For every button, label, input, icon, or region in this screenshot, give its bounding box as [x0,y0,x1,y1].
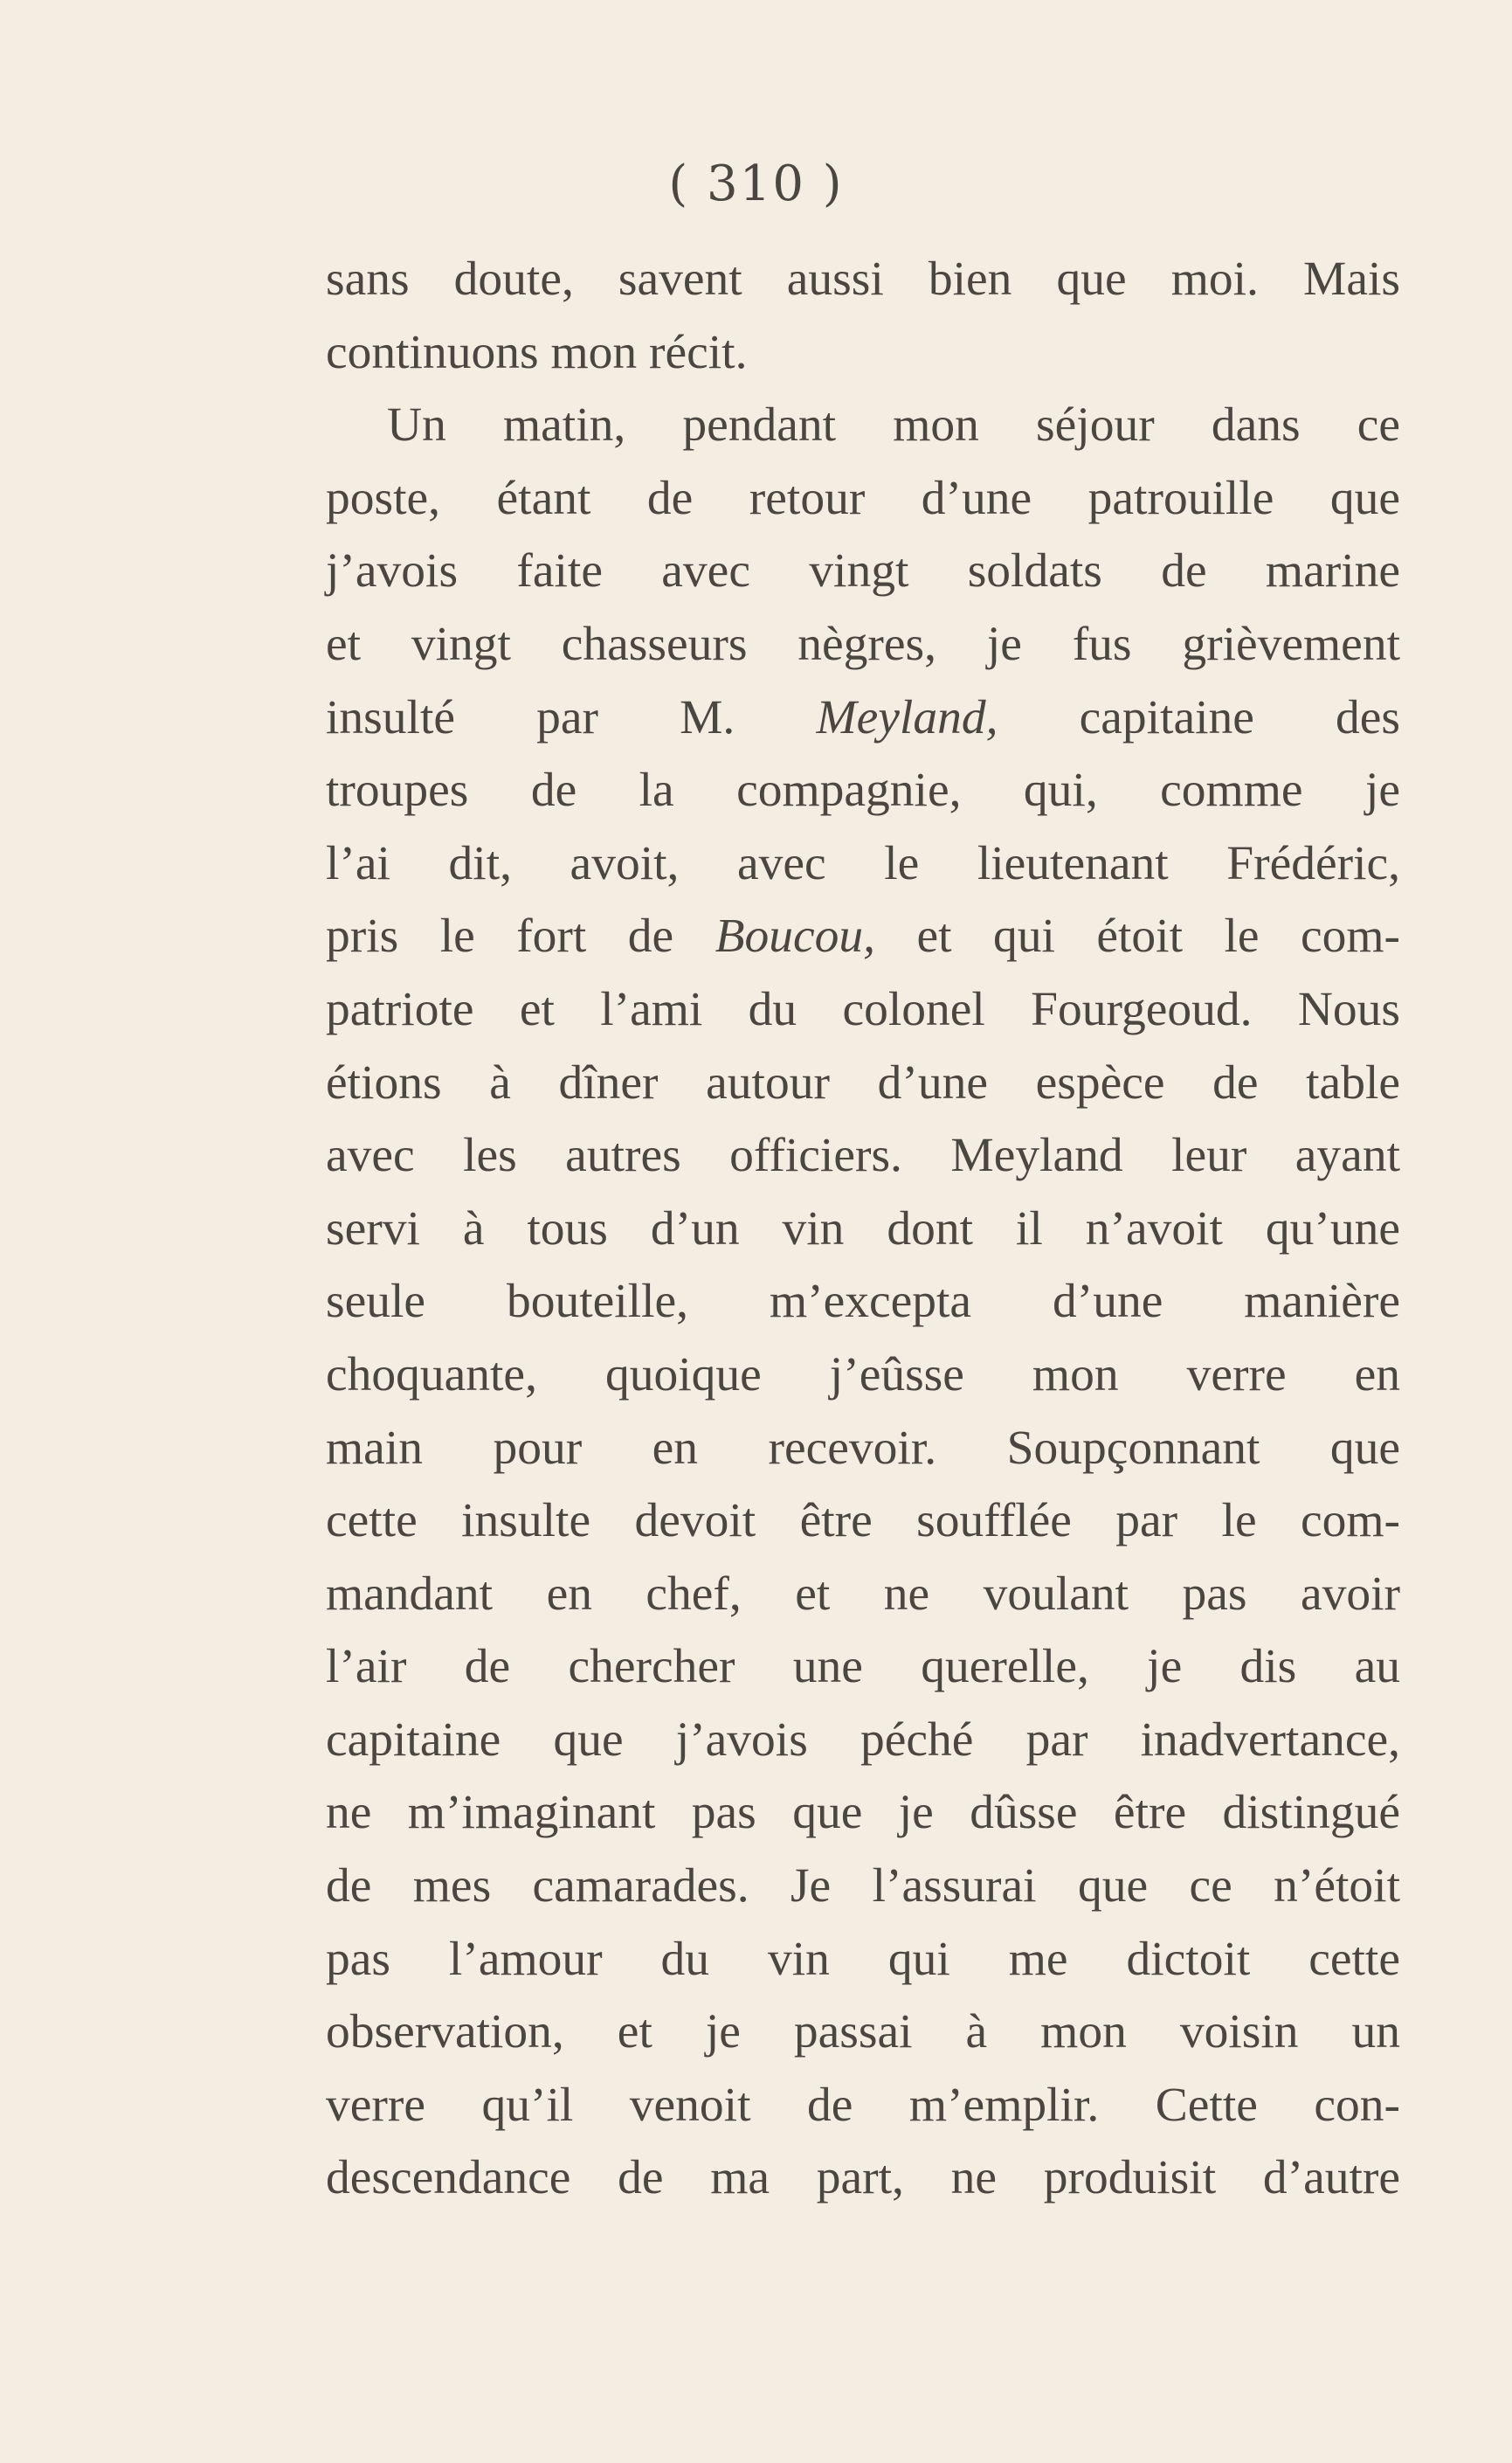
text-line: observation, et je passai à mon voisin un [326,2005,1400,2059]
text-line: seule bouteille, m’excepta d’une manière [326,1275,1400,1329]
text-line: ne m’imaginant pas que je dûsse être distingué [326,1786,1400,1840]
text-line: servi à tous d’un vin dont il n’avoit qu’une [326,1201,1400,1256]
text-segment: insulté par M. [326,690,735,744]
text-line: Un matin, pendant mon séjour dans ce [387,398,1400,453]
text-line: choquante, quoique j’eûsse mon verre en [326,1347,1400,1401]
text-line: continuons mon récit. [326,325,748,379]
text-line: étions à dîner autour d’une espèce de table [326,1055,1400,1110]
text-line: et vingt chasseurs nègres, je fus grièvement [326,617,1400,671]
text-segment: et qui étoit le com- [916,910,1400,964]
text-line-with-name [326,681,1400,755]
text-line-with-name [326,900,1400,973]
text-line: j’avois faite avec vingt soldats de marine [326,544,1400,598]
body-text [326,243,1400,2215]
text-line: pas l’amour du vin qui me dictoit cette [326,1932,1400,1986]
text-line: avec les autres officiers. Meyland leur ayant [326,1129,1400,1183]
text-segment: capitaine des [1079,690,1401,744]
italic-name: Boucou, [715,910,876,964]
text-line: l’air de chercher une querelle, je dis au [326,1640,1400,1694]
text-line: verre qu’il venoit de m’emplir. Cette con- [326,2078,1400,2132]
text-line: capitaine que j’avois péché par inadvertance, [326,1712,1400,1767]
page-number: ( 310 ) [668,156,844,212]
text-line: de mes camarades. Je l’assurai que ce n’étoit [326,1859,1400,1913]
text-line: mandant en chef, et ne voulant pas avoir [326,1567,1400,1621]
text-line: l’ai dit, avoit, avec le lieutenant Frédéric, [326,836,1400,890]
text-segment: pris le fort de [326,910,674,964]
text-line: main pour en recevoir. Soupçonnant que [326,1421,1400,1475]
text-line: sans doute, savent aussi bien que moi. Mais [326,253,1400,306]
text-line: patriote et l’ami du colonel Fourgeoud. Nous [326,982,1400,1036]
text-line: troupes de la compagnie, qui, comme je [326,764,1400,818]
text-line: cette insulte devoit être soufflée par le com- [326,1494,1400,1548]
text-line: descendance de ma part, ne produisit d’autre [326,2151,1400,2205]
text-line: poste, étant de retour d’une patrouille que [326,471,1400,525]
italic-name: Meyland, [816,690,998,744]
